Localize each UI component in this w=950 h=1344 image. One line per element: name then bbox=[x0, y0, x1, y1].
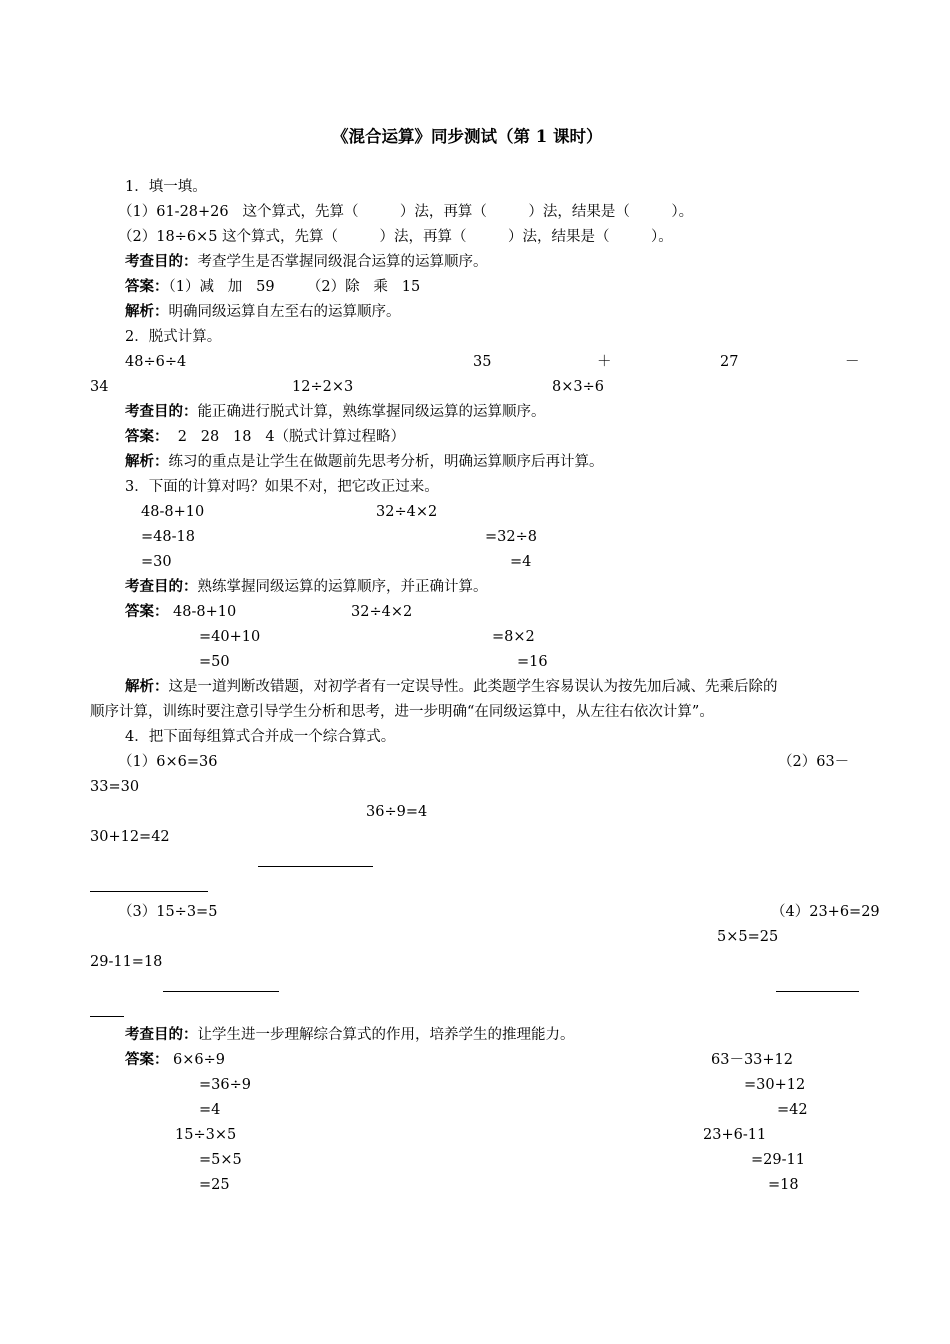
q4-answer-4-line3: =18 bbox=[768, 1177, 799, 1193]
q4-answer-3-line3: =25 bbox=[199, 1177, 230, 1193]
q2-heading: 2．脱式计算。 bbox=[125, 329, 222, 345]
analysis-label: 解析： bbox=[125, 453, 169, 470]
purpose-label: 考查目的： bbox=[125, 1026, 198, 1043]
q4-answer-2-line1: 63－33+12 bbox=[711, 1052, 794, 1068]
q1-heading: 1．填一填。 bbox=[125, 179, 207, 195]
purpose-text: 熟练掌握同级运算的运算顺序，并正确计算。 bbox=[197, 579, 488, 595]
q4-group3-line2: 5×5=25 bbox=[717, 929, 779, 945]
analysis-text: 明确同级运算自左至右的运算顺序。 bbox=[168, 304, 401, 320]
q1-analysis bbox=[125, 302, 401, 322]
q1-answer bbox=[125, 277, 420, 297]
purpose-text: 考查学生是否掌握同级混合运算的运算顺序。 bbox=[197, 254, 488, 270]
q2-expr-2c: 34 bbox=[90, 379, 109, 395]
q4-answer-label: 答案： bbox=[125, 1051, 169, 1068]
q3-answer-a-1: 48-8+10 bbox=[173, 604, 237, 620]
q4-group2-line2: 30+12=42 bbox=[90, 829, 170, 845]
page-title: 《混合运算》同步测试（第 1 课时） bbox=[332, 127, 603, 146]
q3-answer-b-1: 32÷4×2 bbox=[351, 604, 413, 620]
q3-calc-b-1: 32÷4×2 bbox=[376, 504, 438, 520]
q4-group4-line2: 29-11=18 bbox=[90, 954, 163, 970]
q3-answer-label: 答案： bbox=[125, 603, 169, 620]
q3-analysis-line1 bbox=[125, 677, 778, 697]
q2-expr-4: 8×3÷6 bbox=[552, 379, 604, 395]
q3-heading: 3．下面的计算对吗？如果不对，把它改正过来。 bbox=[125, 479, 439, 495]
answer-blank-line bbox=[90, 1016, 124, 1017]
q3-calc-a-1: 48-8+10 bbox=[141, 504, 205, 520]
q4-group1-line1: （1）6×6=36 bbox=[118, 754, 218, 770]
q2-analysis bbox=[125, 452, 604, 472]
q1-line1: （1）61-28+26 这个算式，先算（ ）法，再算（ ）法，结果是（ ）。 bbox=[118, 204, 694, 220]
answer-blank-line bbox=[776, 991, 859, 992]
q4-purpose bbox=[125, 1025, 575, 1045]
answer-blank-line bbox=[90, 891, 208, 892]
q4-answer-1-line2: =36÷9 bbox=[199, 1077, 251, 1093]
q4-heading: 4．把下面每组算式合并成一个综合算式。 bbox=[125, 729, 396, 745]
q4-group3-line1: （3）15÷3=5 bbox=[118, 904, 218, 920]
q2-expr-2op2: － bbox=[845, 354, 860, 370]
q4-group2-line1-cont: 33=30 bbox=[90, 779, 140, 795]
q2-expr-2b: 27 bbox=[720, 354, 739, 370]
q4-answer-3-line2: =5×5 bbox=[199, 1152, 242, 1168]
purpose-label: 考查目的： bbox=[125, 578, 198, 595]
answer-text: 2 28 18 4（脱式计算过程略） bbox=[168, 429, 406, 445]
q2-expr-3: 12÷2×3 bbox=[292, 379, 354, 395]
q4-answer-1-line1: 6×6÷9 bbox=[173, 1052, 225, 1068]
answer-blank-line bbox=[258, 866, 373, 867]
q4-answer-2-line3: =42 bbox=[777, 1102, 808, 1118]
analysis-label: 解析： bbox=[125, 303, 169, 320]
q2-answer bbox=[125, 427, 405, 447]
purpose-label: 考查目的： bbox=[125, 403, 198, 420]
q4-group4-line1: （4）23+6=29 bbox=[771, 904, 880, 920]
q2-purpose bbox=[125, 402, 546, 422]
q2-expr-2op: ＋ bbox=[597, 354, 612, 370]
q3-calc-a-2: =48-18 bbox=[141, 529, 195, 545]
q4-answer-4-line1: 23+6-11 bbox=[703, 1127, 767, 1143]
q4-answer-3-line1: 15÷3×5 bbox=[175, 1127, 237, 1143]
purpose-text: 能正确进行脱式计算，熟练掌握同级运算的运算顺序。 bbox=[197, 404, 546, 420]
answer-blank-line bbox=[163, 991, 279, 992]
analysis-text: 这是一道判断改错题，对初学者有一定误导性。此类题学生容易误认为按先加后减、先乘后除的 bbox=[168, 679, 778, 695]
q3-answer-b-3: =16 bbox=[517, 654, 548, 670]
q3-calc-b-3: =4 bbox=[510, 554, 532, 570]
answer-label: 答案： bbox=[125, 278, 169, 295]
q2-expr-2a: 35 bbox=[473, 354, 492, 370]
q4-answer-2-line2: =30+12 bbox=[744, 1077, 806, 1093]
q1-line2: （2）18÷6×5 这个算式，先算（ ）法，再算（ ）法，结果是（ ）。 bbox=[118, 229, 673, 245]
q4-group1-line2: 36÷9=4 bbox=[366, 804, 428, 820]
purpose-text: 让学生进一步理解综合算式的作用，培养学生的推理能力。 bbox=[197, 1027, 575, 1043]
q3-analysis-line2: 顺序计算，训练时要注意引导学生分析和思考，进一步明确“在同级运算中，从左往右依次计算”。 bbox=[90, 704, 714, 720]
q3-answer-a-3: =50 bbox=[199, 654, 230, 670]
q3-answer-b-2: =8×2 bbox=[492, 629, 535, 645]
q2-expr-1: 48÷6÷4 bbox=[125, 354, 187, 370]
q3-calc-b-2: =32÷8 bbox=[485, 529, 537, 545]
analysis-label: 解析： bbox=[125, 678, 169, 695]
q3-answer-a-2: =40+10 bbox=[199, 629, 261, 645]
q3-calc-a-3: =30 bbox=[141, 554, 172, 570]
q3-purpose bbox=[125, 577, 488, 597]
q4-answer-4-line2: =29-11 bbox=[751, 1152, 805, 1168]
answer-label: 答案： bbox=[125, 428, 169, 445]
answer-text: （1）减 加 59 （2）除 乘 15 bbox=[168, 279, 421, 295]
q1-purpose bbox=[125, 252, 488, 272]
q4-answer-1-line3: =4 bbox=[199, 1102, 221, 1118]
q4-group2-line1: （2）63－ bbox=[778, 754, 850, 770]
purpose-label: 考查目的： bbox=[125, 253, 198, 270]
analysis-text: 练习的重点是让学生在做题前先思考分析，明确运算顺序后再计算。 bbox=[168, 454, 604, 470]
